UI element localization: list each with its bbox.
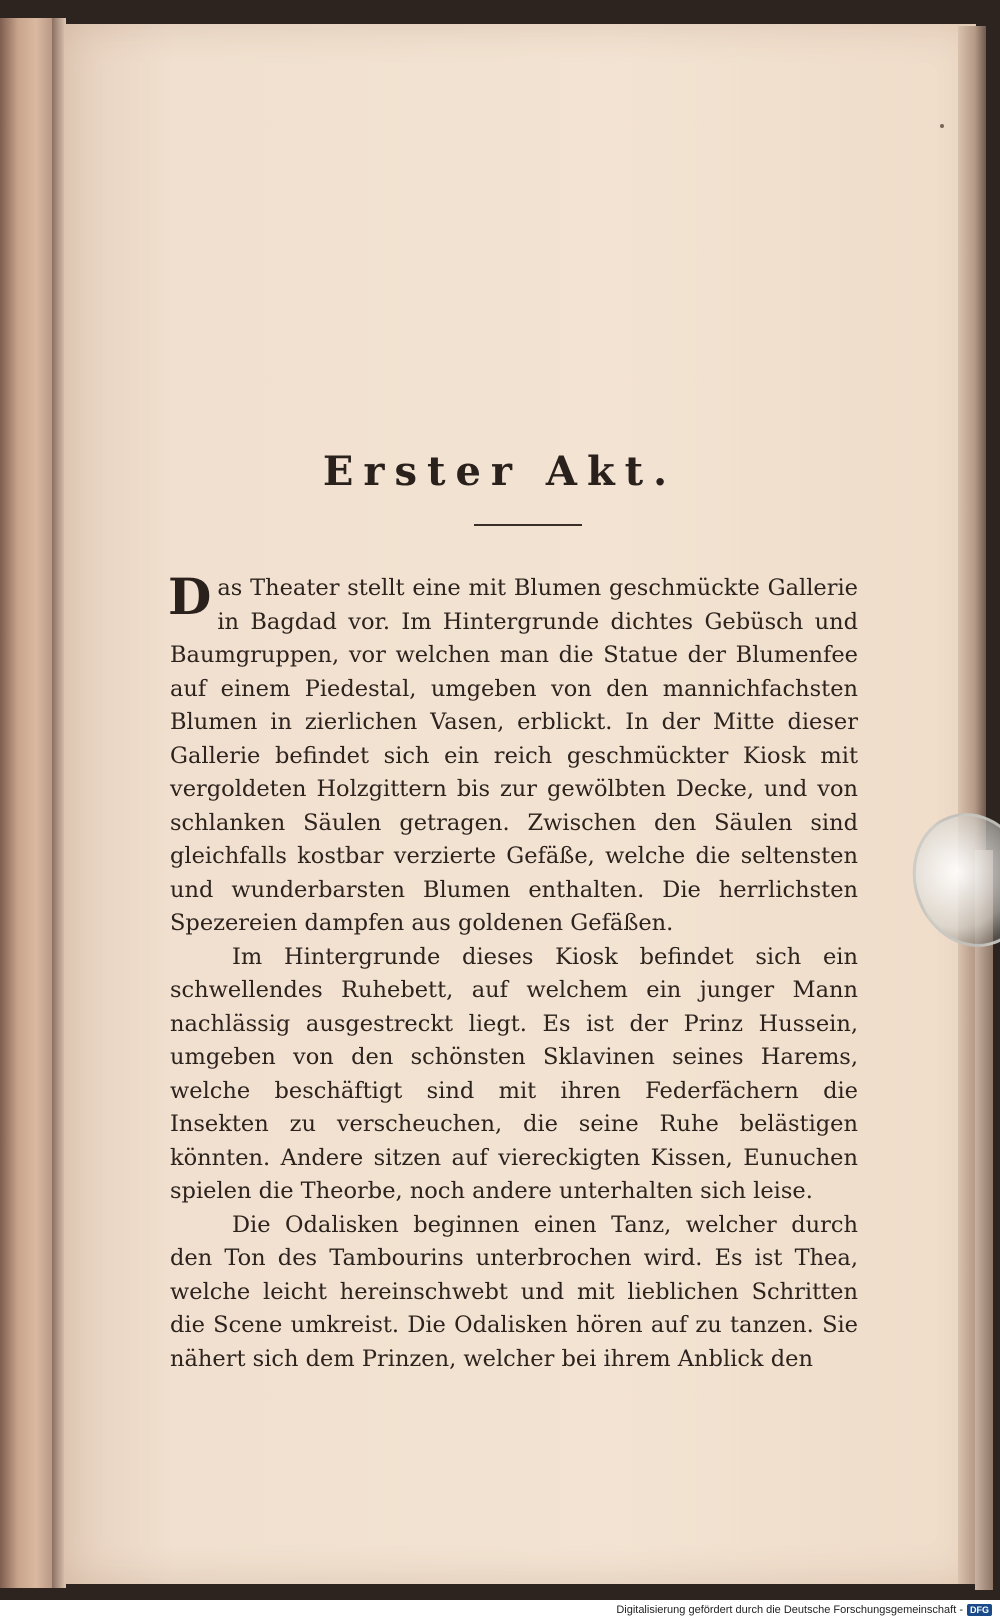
drop-cap: D [168, 567, 212, 626]
page-stack-edge [975, 850, 993, 1590]
dfg-logo-icon: DFG [967, 1604, 992, 1616]
digitization-footer [616, 1602, 992, 1618]
act-heading: Erster Akt. [322, 448, 678, 495]
footer-credit: Digitalisierung gefördert durch die Deutsche Forschungsgemeinschaft - [616, 1604, 963, 1616]
paragraph-2: Im Hintergrunde dieses Kiosk befindet sich ein schwellendes Ruhebett, auf welchem ein junger Mann nachlässig ausgestreckt liegt. Es ist der Prinz Hussein, umgeben von den schönsten Sklavinen seines Harems, welche beschäftigt sind mit ihren Federfächern die Insekten zu verscheuchen, die seine Ruhe belästigen könnten. Andere sitzen auf viereckigten Kissen, Eunuchen spielen die Theorbe, noch andere unterhalten sich leise. [170, 943, 858, 1204]
page-mark [940, 124, 944, 128]
paragraph-1 [168, 567, 858, 941]
book-binding [0, 18, 60, 1588]
paragraph-3: Die Odalisken beginnen einen Tanz, welcher durch den Ton des Tambourins unterbrochen wird. Es ist Thea, welche leicht hereinschwebt und mit lieblichen Schritten die Scene umkreist. Die Odalisken hören auf zu tanzen. Sie nähert sich dem Prinzen, welcher bei ihrem Anblick den [170, 1211, 858, 1372]
paragraph-1-text: as Theater stellt eine mit Blumen geschmückte Gallerie in Bagdad vor. Im Hintergrunde dichtes Gebüsch und Baumgruppen, vor welchen man die Statue der Blumenfee auf einem Piedestal, umgeben von den mannichfachsten Blumen in zierlichen Vasen, erblickt. In der Mitte dieser Gallerie befindet sich ein reich geschmückter Kiosk mit vergoldeten Holzgittern bis zur gewölbten Decke, und von schlanken Säulen getragen. Zwischen den Säulen sind gleichfalls kostbar verzierte Gefäße, welche die seltensten und wunderbarsten Blumen enthalten. Die herrlichsten Spezereien dampfen aus goldenen Gefäßen. [170, 575, 858, 936]
heading-rule [474, 524, 582, 526]
body-text [168, 567, 858, 1376]
